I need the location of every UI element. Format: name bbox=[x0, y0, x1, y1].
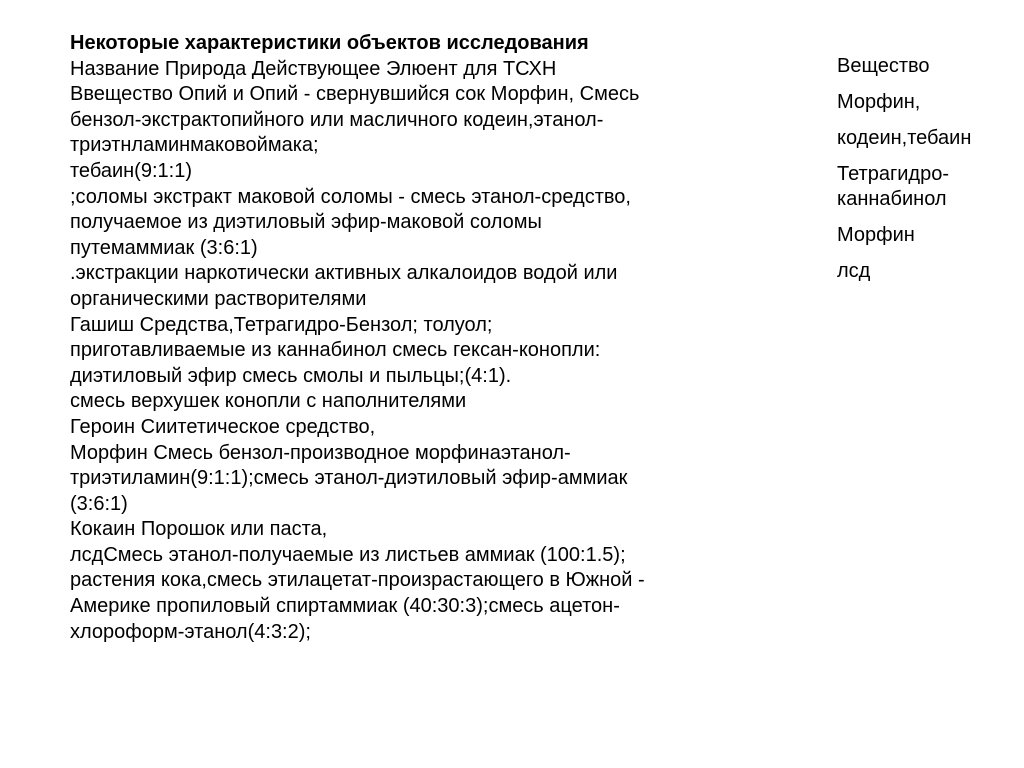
text-line: путемаммиак (3:6:1) bbox=[70, 236, 258, 259]
document-title: Некоторые характеристики объектов исследования bbox=[70, 32, 589, 54]
text-line: лсдСмесь этанол-получаемые из листьев аммиак (100:1.5); bbox=[70, 543, 626, 566]
text-line: тебаин(9:1:1) bbox=[70, 159, 192, 182]
text-line: триэтнламинмаковоймака; bbox=[70, 134, 319, 157]
text-line: ;соломы экстракт маковой соломы - смесь этанол-средство, bbox=[70, 185, 631, 208]
text-line: смесь верхушек конопли с наполнителями bbox=[70, 390, 467, 413]
document-body bbox=[70, 31, 830, 645]
text-line: триэтиламин(9:1:1);смесь этанол-диэтиловый эфир-аммиак bbox=[70, 467, 628, 490]
text-line: Кокаин Порошок или паста, bbox=[70, 518, 328, 541]
text-line: растения кока,смесь этилацетат-произрастающего в Южной - bbox=[70, 569, 645, 592]
text-line: органическими растворителями bbox=[70, 287, 367, 310]
text-line: Название Природа Действующее Элюент для ТСХН bbox=[70, 57, 557, 80]
substance-column bbox=[837, 54, 1022, 284]
text-line: Ввещество Опий и Опий - свернувшийся сок Морфин, Смесь bbox=[70, 83, 640, 106]
substance-item: каннабинол bbox=[837, 188, 947, 210]
text-line: бензол-экстрактопийного или масличного кодеин,этанол- bbox=[70, 108, 604, 131]
text-line: Героин Сиитетическое средство, bbox=[70, 415, 376, 438]
text-line: .экстракции наркотически активных алкалоидов водой или bbox=[70, 262, 618, 285]
substance-item: лсд bbox=[837, 260, 871, 282]
text-line: Гашиш Средства,Тетрагидро-Бензол; толуол; bbox=[70, 313, 493, 336]
text-line: Морфин Смесь бензол-производное морфинаэтанол- bbox=[70, 441, 571, 464]
text-line: (3:6:1) bbox=[70, 492, 128, 515]
substance-header: Вещество bbox=[837, 55, 930, 77]
substance-item: Морфин, bbox=[837, 91, 921, 113]
substance-item: Морфин bbox=[837, 224, 915, 246]
substance-item: кодеин,тебаин bbox=[837, 127, 972, 149]
text-line: приготавливаемые из каннабинол смесь гексан-конопли: bbox=[70, 339, 601, 362]
text-line: Америке пропиловый спиртаммиак (40:30:3);смесь ацетон- bbox=[70, 595, 620, 618]
substance-item: Тетрагидро- bbox=[837, 163, 950, 185]
text-line: получаемое из диэтиловый эфир-маковой соломы bbox=[70, 211, 542, 234]
text-line: хлороформ-этанол(4:3:2); bbox=[70, 620, 311, 643]
text-line: диэтиловый эфир смесь смолы и пыльцы;(4:1). bbox=[70, 364, 512, 387]
